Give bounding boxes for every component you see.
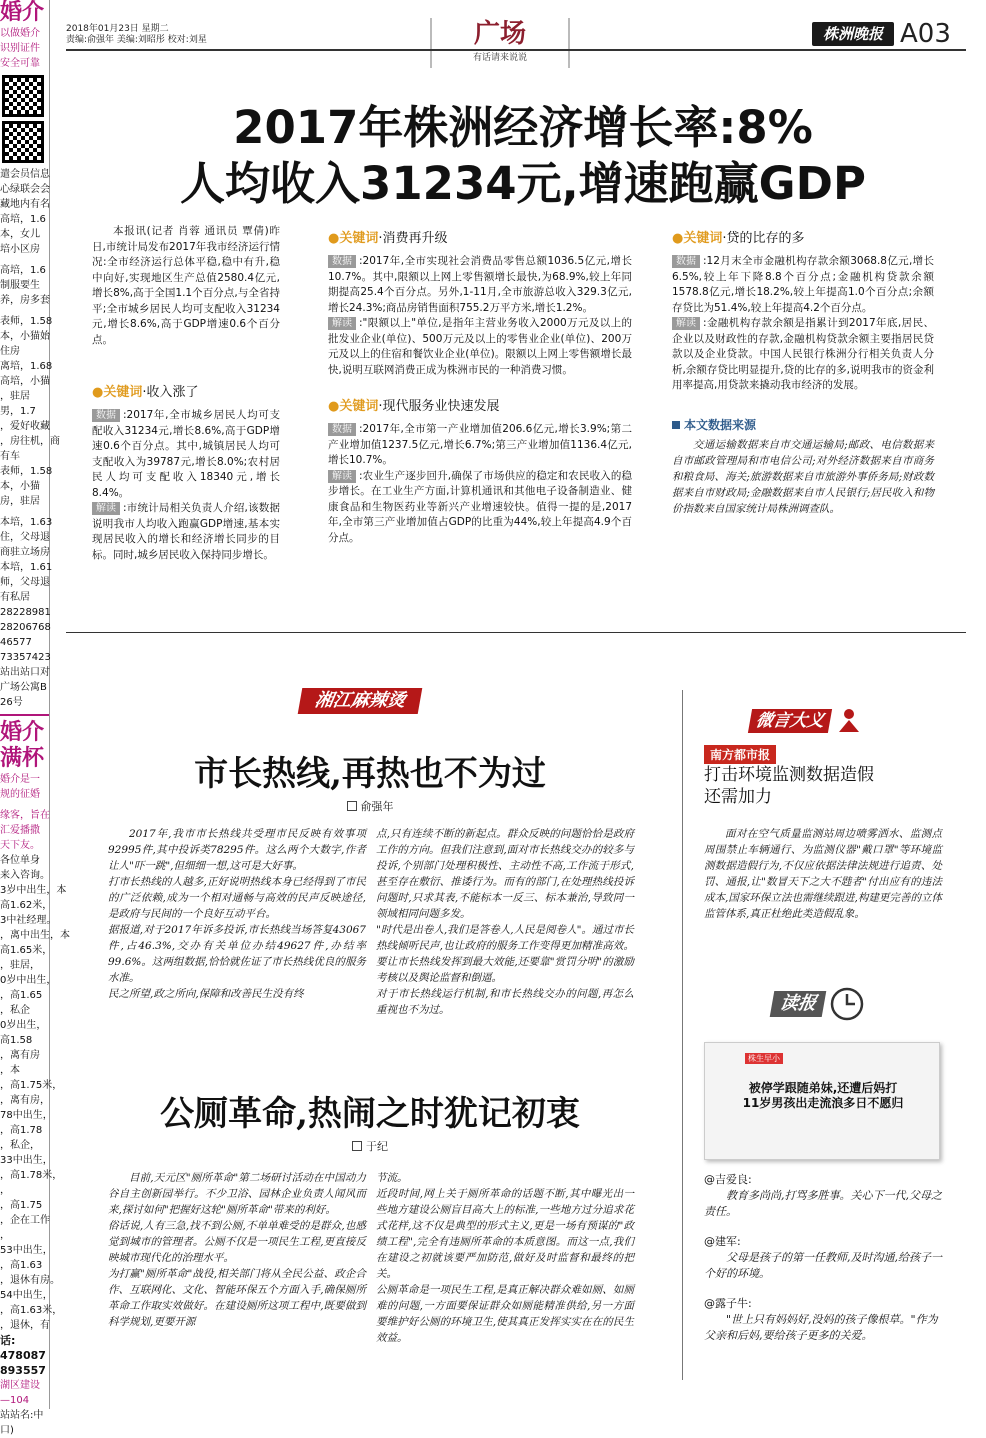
- column-banner: 湘江麻辣烫: [298, 688, 423, 714]
- strip-line: 高培，小猫: [0, 376, 50, 387]
- data-paragraph: 数据 :12月末全市金融机构存款余额3068.8亿元,增长6.5%,较上年下降8.8个百分点;金融机构贷款余额1578.8亿元,增长18.2%,较上年提高1.0个百分点;余额存贷比为51.4%,较上年提高4.2个百分点。: [672, 255, 934, 314]
- keyword-heading: ●关键词·收入涨了: [92, 385, 199, 400]
- weiyan-text: 面对在空气质量监测站周边喷雾洒水、监测点周围禁止车辆通行、为监测仪器"戴口罩"等环境监测数据造假行为,不仅应依据法律法规进行追责、处罚、通报,让"数冒天下之大不韪者"付出应有的违法成本,国家环保立法也需继续跟进,构建更完善的立体监管体系,真正杜绝此类造假乱象。: [704, 828, 942, 920]
- strip-line: 高1.62米，: [0, 900, 53, 911]
- section-masthead: [430, 18, 570, 68]
- weiyan-header: [704, 744, 944, 808]
- comment-item: [704, 1234, 942, 1282]
- qr-code-icon: [2, 121, 44, 163]
- strip-line: 高培，1.6: [0, 214, 46, 225]
- comment-item: [704, 1296, 942, 1344]
- strip-line: ，高1.63米，: [0, 1305, 63, 1316]
- strip-line: —104: [0, 1395, 30, 1406]
- strip-line: 各位单身: [0, 855, 40, 866]
- strip-line: 站出站口对: [0, 667, 50, 678]
- strip-line: 本，小猫: [0, 481, 40, 492]
- opinion-title-1: 市长热线,再热也不为过: [194, 754, 546, 794]
- strip-line: ，驻居: [0, 391, 30, 402]
- header-info: [66, 24, 207, 46]
- strip-line: ，离中出生，本: [0, 930, 70, 941]
- strip-line: 26号: [0, 697, 23, 708]
- data-tag: 数据: [672, 255, 700, 268]
- strip-line: ，驻居，: [0, 960, 40, 971]
- strip-line: ，高1.75: [0, 1200, 43, 1211]
- strip-line: 住，父母退: [0, 532, 50, 543]
- strip-line: ，本: [0, 1065, 20, 1076]
- strip-line: ，离有房，: [0, 1095, 50, 1106]
- section-title: 广场: [473, 19, 526, 49]
- qr-code-icon: [2, 75, 44, 117]
- opinion-1-col-2: 点,只有连续不断的新起点。群众反映的问题恰恰是政府工作的方向。但我们注意到,面对市长热线交办的较多与投诉,个别部门处理积极性、主动性不高,工作流于形式,甚至存在敷衍、推诿行为。而有的部门,在处理热线投诉问题时,只求其表,不能标本一反三、标本兼治,导致同一领域相同问题多发。 "时代是出卷人,我们是答卷人,人民是阅卷人"。通过市长热线倾听民声,也让政府的服务工作变得更加精准高效。要让市长热线发挥到最大效能,还要靠"赏罚分明"的激励考核以及舆论监督和倒逼。 对于市长热线运行机制,和市长热线交办的问题,再怎么重视也不为过。: [376, 828, 634, 1016]
- strip-line: 心绿联会会: [0, 184, 50, 195]
- strip-line: 养，房多套: [0, 295, 50, 306]
- strip-line: 53中出生，: [0, 1245, 53, 1256]
- strip-line: 话:: [0, 1334, 16, 1347]
- strip-line: ，私企，: [0, 1140, 40, 1151]
- strip-line: 制服要生: [0, 280, 40, 291]
- data-paragraph: 数据 :2017年,全市实现社会消费品零售总额1036.5亿元,增长10.7%。其中,限额以上网上零售额增长最快,为68.9%,较上年同期提高25.4个百分点。另外,1-11月,全市旅游总收入329.3亿元,增长24.3%;商品房销售面积755.2万平方米,增长1.2%。: [328, 255, 632, 314]
- strip-line: 0岁中出生，: [0, 975, 57, 986]
- comment-user: @建军:: [704, 1235, 741, 1248]
- newspaper-logo: 株洲晚报: [812, 22, 894, 46]
- comment-user: @露子牛:: [704, 1297, 752, 1310]
- interpretation-paragraph: 解读 :市统计局相关负责人介绍,该数据说明我市人均收入跑赢GDP增速,基本实现居民收入的增长和经济增长同步的目标。同时,城乡居民收入保持同步增长。: [92, 502, 280, 561]
- clock-icon: [829, 986, 865, 1022]
- data-tag: 数据: [92, 409, 120, 422]
- interp-tag: 解读: [672, 317, 700, 330]
- strip-line: 房，驻居: [0, 496, 40, 507]
- strip-line: 天下友。: [0, 840, 40, 851]
- strip-line: 安全可靠: [0, 58, 40, 69]
- strip-line: 商驻立场房: [0, 547, 50, 558]
- strip-line: 有车: [0, 451, 20, 462]
- page-number: A03: [900, 19, 951, 49]
- strip-line: 婚介是一: [0, 774, 40, 785]
- strip-line: 28228981: [0, 607, 51, 618]
- strip-line: 本培，1.63: [0, 517, 53, 528]
- strip-line: 893557: [0, 1364, 46, 1377]
- column-rule: [682, 690, 683, 1380]
- article-column-2: [328, 224, 632, 546]
- byline-1: 俞强年: [110, 798, 630, 814]
- strip-line: ，高1.65: [0, 990, 43, 1001]
- strip-line: ，: [0, 1185, 10, 1196]
- strip-line: 46577: [0, 637, 32, 648]
- section-divider: [66, 632, 966, 633]
- weiyan-banner: 微言大义: [750, 708, 890, 738]
- clipping-tag: 株生早小: [745, 1053, 783, 1064]
- strip-line: 广场公寓B: [0, 682, 47, 693]
- adjacent-page-strip: [0, 0, 70, 1436]
- strip-line: 缘客，旨在: [0, 810, 50, 821]
- interp-tag: 解读: [92, 502, 120, 515]
- keyword-heading: ●关键词·贷的比存的多: [672, 231, 805, 246]
- strip-line: 73357423: [0, 652, 51, 663]
- strip-line: 满杯: [0, 746, 45, 771]
- strip-line: 本培，1.61: [0, 562, 53, 573]
- strip-line: ，房往机，商: [0, 436, 60, 447]
- strip-line: 汇爱播撒: [0, 825, 40, 836]
- clipping-headline: 被停学跟随弟妹,还遭后妈打 11岁男孩出走流浪多日不愿归: [742, 1081, 904, 1110]
- data-source-heading: 本文数据来源: [672, 416, 934, 433]
- comment-user: @吉爱良:: [704, 1173, 752, 1186]
- strip-line: 离培，1.68: [0, 361, 53, 372]
- interp-tag: 解读: [328, 470, 356, 483]
- strip-line: 高培，1.6: [0, 265, 46, 276]
- strip-divider: [0, 714, 49, 716]
- main-headline: [80, 100, 966, 212]
- strip-line: ，爱好收藏: [0, 421, 50, 432]
- strip-line: ，高1.78: [0, 1125, 43, 1136]
- strip-line: 住房: [0, 346, 20, 357]
- strip-line: ，退休，有: [0, 1320, 50, 1331]
- interp-tag: 解读: [328, 317, 356, 330]
- article-lead: 本报讯(记者 肖蓉 通讯员 覃倩)昨日,市统计局发布2017年我市经济运行情况:全市经济运行总体平稳,稳中有升,稳中向好,实现地区生产总值2580.4亿元,增长8%,高于全国1.1个百分点,与全省持平;全市城乡居民人均可支配收入31234元,增长8.6%,高于GDP增速0.6个百分点。: [92, 225, 280, 346]
- strip-line: 规的征婚: [0, 789, 40, 800]
- strip-line: 以做婚介: [0, 28, 40, 39]
- strip-line: 本，女儿: [0, 229, 40, 240]
- strip-line: 表师，1.58: [0, 466, 53, 477]
- weiyan-source: 南方都市报: [704, 745, 776, 764]
- header-rule: [66, 49, 966, 51]
- strip-line: 站站名:中: [0, 1410, 44, 1421]
- strip-line: 28206768: [0, 622, 51, 633]
- opinion-2-col-1: 目前,天元区"厕所革命"第二场研讨活动在中国动力谷自主创新园举行。不少卫浴、园林企业负责人闻风而来,探讨如何"把握好这轮"厕所革命"带来的利好。 俗话说,人有三急,找不到公厕,不单单难受的是群众,也感觉到城市的管理者。公厕不仅是一项民生工程,更直接反映城市现代化的治理水平。 为打赢"厕所革命"战役,相关部门将从全民公益、政企合作、互联网化、文化、智能环保五个方面入手,确保厕所革命工作取实效做好。在建设厕所这项工程中,既要做到科学规划,更要开源: [108, 1172, 366, 1328]
- strip-line: 高1.58: [0, 1035, 33, 1046]
- strip-line: ，退休有房。: [0, 1275, 60, 1286]
- comment-item: [704, 1172, 942, 1220]
- weiyan-title: 打击环境监测数据造假 还需加力: [704, 765, 874, 807]
- strip-line: ，离有房: [0, 1050, 40, 1061]
- strip-line: 识别证件: [0, 43, 40, 54]
- opinion-1-col-1: 2017年,我市市长热线共受理市民反映有效事项92995件,其中投诉类78295件。这么两个大数字,作者让人"吓一跳",但细细一想,这可是大好事。 打市长热线的人越多,正好说明热线本身已经得到了市民的广泛依赖,成为一个相对通畅与高效的民声反映途径,是政府与民间的一个良好互动平台。 据报道,对于2017年诉多投诉,市长热线当场答复43067件,占46.3%,交办有关单位办结49627件,办结率99.6%。这两组数据,恰恰就佐证了市长热线优良的服务水准。 民之所望,政之所向,保障和改善民生没有终: [108, 828, 366, 1000]
- strip-line: ，高1.63: [0, 1260, 43, 1271]
- strip-line: 培小区房: [0, 244, 40, 255]
- data-paragraph: 数据 :2017年,全市第一产业增加值206.6亿元,增长3.9%;第二产业增加值1237.5亿元,增长6.7%;第三产业增加值1136.4亿元,增长10.7%。: [328, 423, 632, 466]
- strip-line: ，企在工作: [0, 1215, 50, 1226]
- section-subtitle: 有话请来说说: [472, 53, 527, 63]
- strip-line: 来入咨询。: [0, 870, 50, 881]
- strip-line: ，: [0, 1230, 10, 1241]
- strip-line: ，私企: [0, 1005, 30, 1016]
- strip-line: 遣会员信息: [0, 169, 50, 180]
- article-column-3: [672, 224, 934, 517]
- strip-line: 口): [0, 1425, 14, 1436]
- interpretation-paragraph: 解读 :金融机构存款余额是指累计到2017年底,居民、企业以及财政性的存款,金融机构贷款余额主要指居民贷款以及企业贷款。中国人民银行株洲分行相关负责人分析,余额存贷比明显提升,贷的比存的多,说明我市的资金利用率提高,用贷款来撬动我市经济的发展。: [672, 317, 935, 391]
- strip-line: 54中出生，: [0, 1290, 53, 1301]
- strip-line: 0岁出生，: [0, 1020, 47, 1031]
- data-tag: 数据: [328, 423, 356, 436]
- strip-line: 本，小猫始: [0, 331, 50, 342]
- strip-line: 3中社经理。: [0, 915, 57, 926]
- data-tag: 数据: [328, 255, 356, 268]
- comment-text: 父母是孩子的第一任教师,及时沟通,给孩子一个好的环境。: [704, 1251, 942, 1280]
- strip-line: 婚介: [0, 720, 45, 745]
- strip-line: 78中出生，: [0, 1110, 53, 1121]
- strip-line: 师，父母退: [0, 577, 50, 588]
- strip-line: 表师，1.58: [0, 316, 53, 327]
- interpretation-paragraph: 解读 :农业生产逐步回升,确保了市场供应的稳定和农民收入的稳步增长。在工业生产方面,计算机通讯和其他电子设备制造业、健康食品和生物医药业等新兴产业增速较快。值得一提的是,2017年,全市第三产业增加值占GDP的比重为44%,较上年提高4.9个百分点。: [328, 469, 632, 544]
- strip-line: ，高1.75米，: [0, 1080, 63, 1091]
- headline-line-2: 人均收入31234元,增速跑赢GDP: [180, 157, 866, 210]
- news-clipping: [704, 1042, 940, 1160]
- strip-line: 有私居: [0, 592, 30, 603]
- dubao-banner: 读报: [772, 986, 892, 1026]
- comment-text: 教育多尚尚,打骂多胜事。关心下一代,父母之责任。: [704, 1189, 942, 1218]
- editor-credits: 责编:俞强年 美编:刘昭彤 校对:刘星: [66, 35, 207, 45]
- megaphone-icon: [835, 708, 863, 734]
- strip-line: 高1.65米，: [0, 945, 53, 956]
- strip-line: 藏地内有名: [0, 199, 50, 210]
- issue-date: 2018年01月23日 星期二: [66, 24, 169, 34]
- keyword-heading: ●关键词·消费再升级: [328, 231, 448, 246]
- keyword-heading: ●关键词·现代服务业快速发展: [328, 399, 500, 414]
- reader-comments: [704, 1172, 942, 1344]
- comment-text: "世上只有妈妈好,没妈的孩子像根草。"作为父亲和后妈,要给孩子更多的关爱。: [704, 1313, 938, 1342]
- strip-line: ，高1.78米，: [0, 1170, 63, 1181]
- byline-2: 于纪: [110, 1138, 630, 1154]
- strip-line: 婚介: [0, 0, 45, 25]
- strip-line: 湖区建设: [0, 1380, 40, 1391]
- interpretation-paragraph: 解读 :"限额以上"单位,是指年主营业务收入2000万元及以上的批发业企业(单位)、500万元及以上的零售业企业(单位)、200万元及以上的住宿和餐饮业企业(单位)。限额以上网上零售额增长最快,说明互联网消费正成为株洲市民的一种消费习惯。: [328, 317, 632, 376]
- article-column-1: [92, 224, 280, 563]
- opinion-2-col-2: 节流。 近段时间,网上关于厕所革命的话题不断,其中曝光出一些地方建设公厕盲目高大上的标准,一些地方过分追求花式花样,这不仅是典型的形式主义,更是一场有预谋的"政绩工程",完全有违厕所革命的本质意图。而这一点,我们在建设之初就该要严加防范,做好及时监督和最终的把关。 公厕革命是一项民生工程,是真正解决群众难如厕、如厕难的问题,一方面要保证群众如厕能精准供给,另一方面要维护好公厕的环境卫生,使其真正发挥实实在在的民生效益。: [376, 1172, 634, 1344]
- opinion-title-2: 公厕革命,热闹之时犹记初衷: [160, 1094, 580, 1134]
- strip-line: 478087: [0, 1349, 46, 1362]
- strip-line: 3岁中出生，本: [0, 885, 67, 896]
- headline-line-1: 2017年株洲经济增长率:8%: [233, 101, 813, 154]
- strip-line: 33中出生，: [0, 1155, 53, 1166]
- strip-line: 男，1.7: [0, 406, 36, 417]
- data-paragraph: 数据 :2017年,全市城乡居民人均可支配收入31234元,增长8.6%,高于GDP增速0.6个百分点。其中,城镇居民人均可支配收入为39787元,增长8.0%;农村居民人均可支配收入18340元,增长8.4%。: [92, 409, 280, 499]
- data-source-text: 交通运输数据来自市交通运输局;邮政、电信数据来自市邮政管理局和市电信公司;对外经济数据来自市商务和粮食局、海关;旅游数据来自市旅游外事侨务局;财政数据来自市财政局;金融数据来自市人民银行;居民收入和物价指数来自国家统计局株洲调查队。: [672, 438, 934, 515]
